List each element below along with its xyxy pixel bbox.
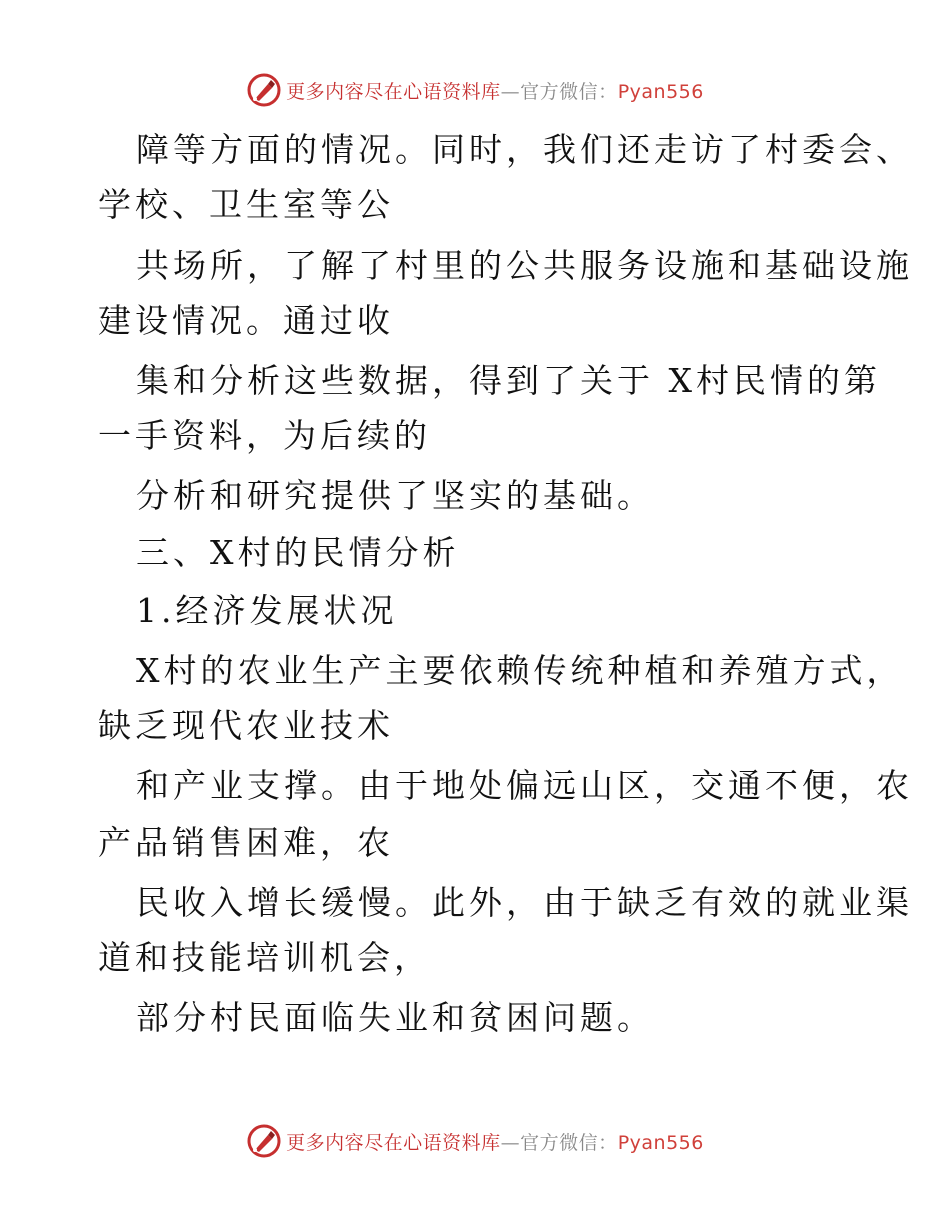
text-line: 缺乏现代农业技术 (98, 706, 394, 745)
text-line: 民收入增长缓慢。此外，由于缺乏有效的就业渠 (136, 883, 913, 922)
section-heading: 三、X村的民情分析 (136, 533, 460, 572)
watermark-text (286, 1128, 704, 1155)
watermark-footer (0, 1121, 950, 1161)
text-line: X村的农业生产主要依赖传统种植和养殖方式， (136, 651, 904, 690)
text-line: 道和技能培训机会， (98, 938, 431, 977)
text-line: 共场所，了解了村里的公共服务设施和基础设施 (136, 246, 913, 285)
watermark-header (0, 70, 950, 110)
watermark-handle: Pyan556 (617, 1131, 704, 1154)
watermark-separator: — (500, 80, 521, 103)
text-line: 分析和研究提供了坚实的基础。 (136, 476, 654, 515)
text-line: 建设情况。通过收 (98, 301, 394, 340)
text-line: 集和分析这些数据，得到了关于 X村民情的第 (136, 361, 881, 400)
watermark-handle: Pyan556 (617, 80, 704, 103)
watermark-text (286, 77, 704, 104)
text-line: 障等方面的情况。同时，我们还走访了村委会、 (136, 130, 913, 169)
text-line: 和产业支撑。由于地处偏远山区，交通不便，农 (136, 766, 913, 805)
watermark-label: 官方微信： (520, 1131, 618, 1154)
text-line: 一手资料，为后续的 (98, 416, 431, 455)
pen-logo-icon (246, 72, 282, 108)
text-line: 产品销售困难，农 (98, 823, 394, 862)
subsection-heading: 1.经济发展状况 (136, 591, 398, 630)
watermark-brand: 更多内容尽在心语资料库 (286, 80, 501, 103)
text-line: 学校、卫生室等公 (98, 185, 394, 224)
watermark-separator: — (500, 1131, 521, 1154)
watermark-label: 官方微信： (520, 80, 618, 103)
watermark-brand: 更多内容尽在心语资料库 (286, 1131, 501, 1154)
text-line: 部分村民面临失业和贫困问题。 (136, 998, 654, 1037)
pen-logo-icon (246, 1123, 282, 1159)
